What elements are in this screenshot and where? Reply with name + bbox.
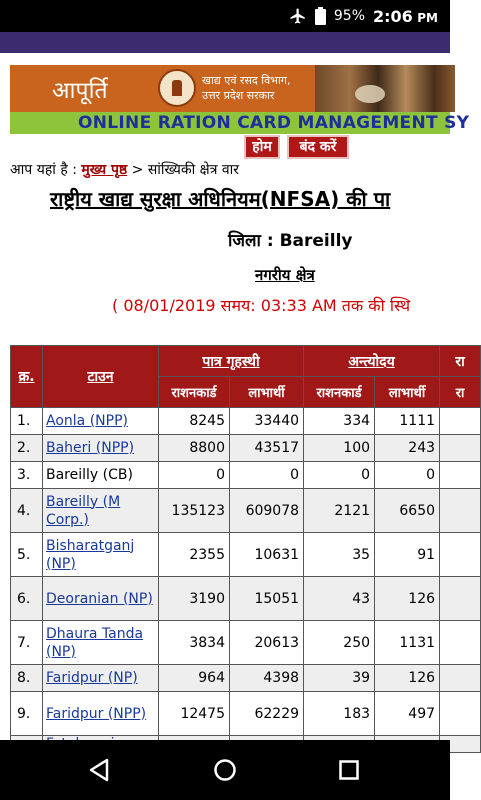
column-group-total: रा (440, 346, 481, 377)
banner-photo (315, 65, 455, 112)
statistics-table-container[interactable] (10, 345, 465, 740)
clock-time: 2:06 (373, 6, 413, 26)
cell-phh-ration-cards: 2355 (159, 533, 230, 577)
cell-aay-beneficiaries: 1131 (375, 621, 440, 665)
cell-total-cut (440, 462, 481, 489)
page-title-text: राष्ट्रीय खाद्य सुरक्षा अधिनियम(NFSA) की पा (50, 187, 391, 211)
cell-total-cut (440, 408, 481, 435)
table-row (11, 408, 481, 435)
cell-phh-ration-cards: 135123 (159, 489, 230, 533)
cell-total-cut (440, 577, 481, 621)
table-row (11, 489, 481, 533)
town-link[interactable]: Baheri (NPP) (46, 440, 135, 456)
breadcrumb-current: सांख्यिकी क्षेत्र वार (147, 162, 240, 178)
cell-aay-beneficiaries: 497 (375, 692, 440, 736)
subheader-beneficiaries: लाभार्थी (230, 377, 304, 408)
table-row (11, 692, 481, 736)
cell-town[interactable] (43, 692, 159, 736)
cell-aay-ration-cards: 39 (304, 665, 375, 692)
statistics-table (10, 345, 481, 753)
cell-total-cut (440, 489, 481, 533)
cell-town[interactable] (43, 621, 159, 665)
cell-aay-beneficiaries: 126 (375, 577, 440, 621)
cell-town[interactable] (43, 533, 159, 577)
cell-aay-beneficiaries: 6650 (375, 489, 440, 533)
android-nav-bar (0, 740, 450, 800)
cell-sn: 4. (11, 489, 43, 533)
cell-phh-ration-cards: 0 (159, 462, 230, 489)
cell-town[interactable] (43, 408, 159, 435)
column-group-eligible-household[interactable]: पात्र गृहस्थी (159, 346, 304, 377)
town-link[interactable]: Bareilly (M Corp.) (46, 493, 121, 528)
cell-phh-ration-cards: 8245 (159, 408, 230, 435)
area-heading: नगरीय क्षेत्र (255, 266, 315, 284)
home-circle-icon[interactable] (213, 758, 237, 782)
cell-aay-beneficiaries: 243 (375, 435, 440, 462)
cell-phh-beneficiaries: 10631 (230, 533, 304, 577)
cell-town[interactable] (43, 489, 159, 533)
cell-aay-ration-cards: 43 (304, 577, 375, 621)
cell-town (43, 462, 159, 489)
cell-town[interactable] (43, 435, 159, 462)
table-row (11, 577, 481, 621)
district-heading (228, 228, 353, 251)
town-link[interactable]: Aonla (NPP) (46, 413, 128, 429)
cell-town[interactable] (43, 577, 159, 621)
cell-total-cut (440, 533, 481, 577)
cell-phh-ration-cards: 3834 (159, 621, 230, 665)
back-icon[interactable] (88, 758, 110, 782)
cell-phh-ration-cards: 8800 (159, 435, 230, 462)
battery-percent: 95% (333, 8, 365, 24)
site-logo-text: आपूर्ति (52, 78, 108, 104)
browser-toolbar-strip (0, 32, 450, 53)
battery-icon (315, 7, 326, 25)
clock-ampm: PM (417, 10, 438, 25)
cell-phh-ration-cards: 12475 (159, 692, 230, 736)
cell-aay-ration-cards: 183 (304, 692, 375, 736)
table-row (11, 621, 481, 665)
cell-sn: 2. (11, 435, 43, 462)
department-line-2: उत्तर प्रदेश सरकार (202, 89, 275, 102)
cell-total-cut (440, 665, 481, 692)
cell-total-cut (440, 435, 481, 462)
department-name (202, 73, 290, 103)
subheader-beneficiaries-2: लाभार्थी (375, 377, 440, 408)
cell-phh-beneficiaries: 20613 (230, 621, 304, 665)
status-timestamp: ( 08/01/2019 समय: 03:33 AM तक की स्थि (112, 296, 411, 315)
department-line-1: खाद्य एवं रसद विभाग, (202, 74, 291, 87)
subheader-ration-card-2: राशनकार्ड (304, 377, 375, 408)
breadcrumb (10, 160, 239, 179)
status-bar-right (289, 0, 438, 32)
cell-aay-ration-cards: 100 (304, 435, 375, 462)
cell-phh-beneficiaries: 43517 (230, 435, 304, 462)
table-row (11, 533, 481, 577)
home-button[interactable]: होम (244, 135, 280, 159)
cell-sn: 7. (11, 621, 43, 665)
cell-town[interactable] (43, 665, 159, 692)
cell-sn: 3. (11, 462, 43, 489)
cell-phh-beneficiaries: 609078 (230, 489, 304, 533)
cell-aay-ration-cards: 250 (304, 621, 375, 665)
column-header-town[interactable]: टाउन (43, 346, 159, 408)
breadcrumb-home-link[interactable]: मुख्य पृष्ठ (81, 162, 128, 178)
cell-total-cut (440, 692, 481, 736)
close-button[interactable]: बंद करें (287, 135, 349, 159)
town-link[interactable]: Dhaura Tanda (NP) (46, 625, 144, 660)
cell-aay-beneficiaries: 91 (375, 533, 440, 577)
table-row (11, 665, 481, 692)
breadcrumb-prefix: आप यहां है : (10, 162, 82, 178)
cell-aay-ration-cards: 35 (304, 533, 375, 577)
cell-aay-beneficiaries: 0 (375, 462, 440, 489)
subheader-ration-card-3: रा (440, 377, 481, 408)
cell-sn: 6. (11, 577, 43, 621)
cell-phh-beneficiaries: 62229 (230, 692, 304, 736)
cell-phh-ration-cards: 964 (159, 665, 230, 692)
table-row (11, 462, 481, 489)
cell-total-cut (440, 621, 481, 665)
district-name: Bareilly (279, 231, 353, 251)
cell-aay-beneficiaries: 126 (375, 665, 440, 692)
cell-phh-beneficiaries: 15051 (230, 577, 304, 621)
cell-phh-ration-cards: 3190 (159, 577, 230, 621)
district-label: जिला : (228, 231, 280, 251)
airplane-mode-icon (289, 7, 307, 25)
cell-sn: 8. (11, 665, 43, 692)
state-emblem-icon (158, 69, 196, 107)
cell-aay-ration-cards: 0 (304, 462, 375, 489)
site-title: ONLINE RATION CARD MANAGEMENT SY (78, 113, 470, 133)
subheader-ration-card: राशनकार्ड (159, 377, 230, 408)
site-title-bar (10, 112, 470, 134)
recents-icon[interactable] (338, 758, 360, 782)
town-link[interactable]: Faridpur (NP) (46, 670, 138, 686)
cell-sn: 1. (11, 408, 43, 435)
cell-phh-beneficiaries: 0 (230, 462, 304, 489)
cell-sn: 9. (11, 692, 43, 736)
town-link[interactable]: Deoranian (NP) (46, 590, 153, 607)
cell-phh-beneficiaries: 33440 (230, 408, 304, 435)
cell-sn: 5. (11, 533, 43, 577)
town-link[interactable]: Bisharatganj (NP) (46, 537, 135, 572)
page-title (50, 185, 390, 212)
town-link[interactable]: Faridpur (NPP) (46, 705, 147, 722)
breadcrumb-separator: > (127, 162, 148, 178)
cell-aay-ration-cards: 2121 (304, 489, 375, 533)
town-name: Bareilly (CB) (46, 467, 133, 483)
cell-aay-beneficiaries: 1111 (375, 408, 440, 435)
status-bar (0, 0, 450, 32)
column-header-sn[interactable]: क्र. (11, 346, 43, 408)
column-group-antyodaya[interactable]: अन्त्योदय (304, 346, 440, 377)
cell-aay-ration-cards: 334 (304, 408, 375, 435)
table-body (11, 408, 481, 753)
site-banner (10, 65, 450, 112)
cell-phh-beneficiaries: 4398 (230, 665, 304, 692)
table-row (11, 435, 481, 462)
